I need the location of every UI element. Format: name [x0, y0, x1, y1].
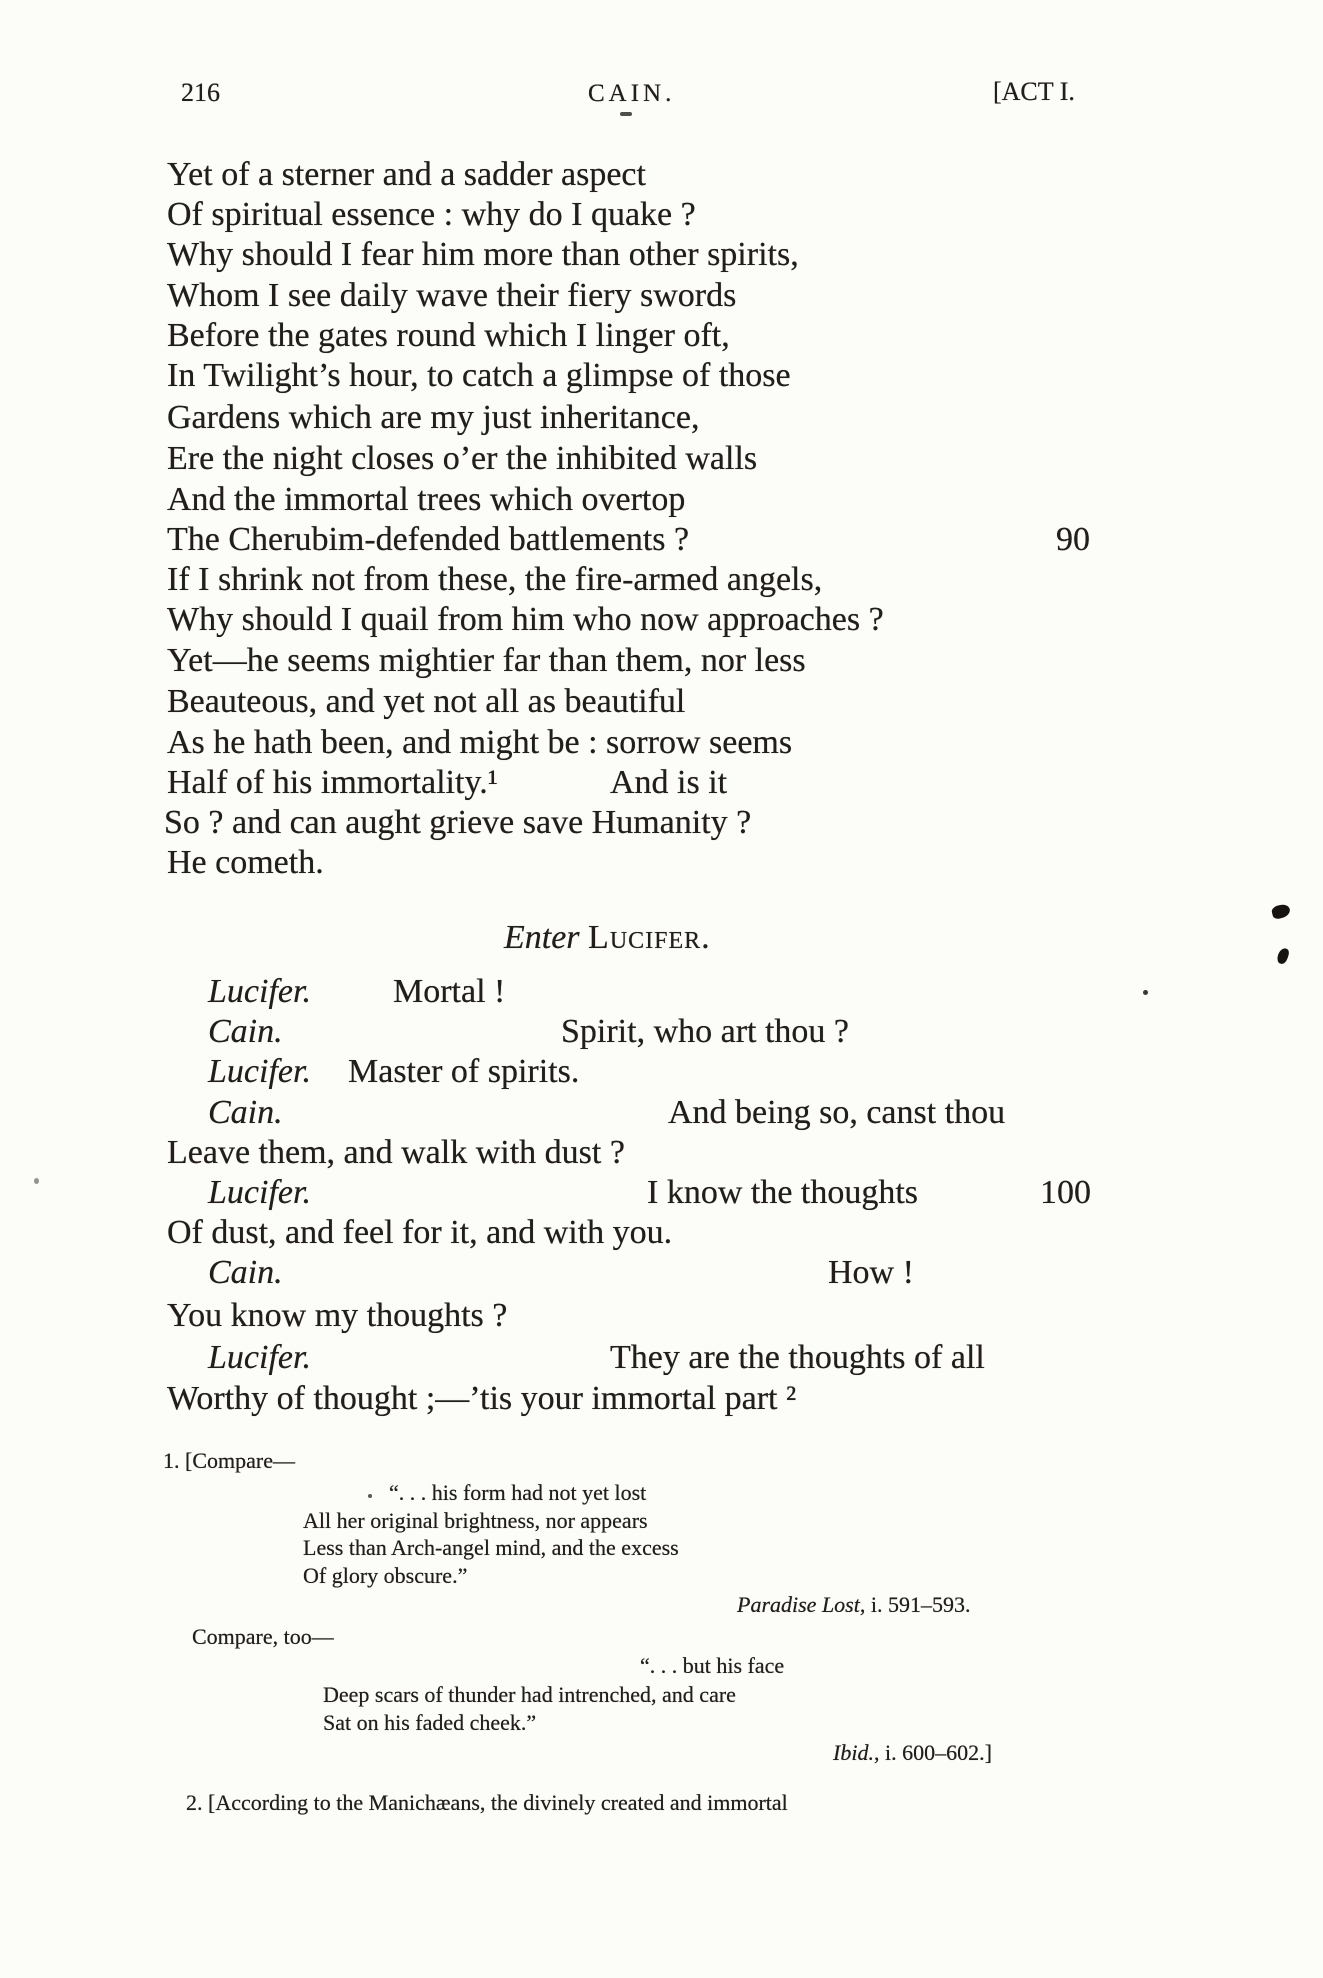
dialogue-line-text: They are the thoughts of all	[610, 1339, 985, 1376]
verse-line-text: He cometh.	[167, 844, 324, 881]
verse-line-text: In Twilight’s hour, to catch a glimpse of those	[167, 357, 791, 394]
footnote-line-text: Sat on his faded cheek.”	[323, 1710, 537, 1735]
footnote-line-text: 2. [According to the Manichæans, the divinely created and immortal	[186, 1790, 788, 1815]
header-page-number-text: 216	[181, 78, 220, 107]
stage-direction-text: Enter Lucifer.	[504, 919, 711, 956]
verse-line-text: So ? and can aught grieve save Humanity ?	[164, 804, 752, 841]
footnote-citation-text: Ibid., i. 600–602.]	[833, 1740, 992, 1765]
speaker-name: Lucifer.	[208, 1053, 311, 1090]
footnote-citation-text: Paradise Lost, i. 591–593.	[737, 1592, 971, 1617]
dialogue-line-text: Mortal !	[393, 973, 506, 1010]
verse-line-text: And the immortal trees which overtop	[167, 481, 686, 518]
verse-line-text: As he hath been, and might be : sorrow seems	[167, 724, 793, 761]
verse-line-text: Gardens which are my just inheritance,	[167, 399, 700, 436]
ink-smudge	[1276, 947, 1290, 965]
footnote-line-text: All her original brightness, nor appears	[303, 1508, 648, 1533]
stage-direction-text: Lucifer.	[588, 919, 711, 956]
verse-line-text: Whom I see daily wave their fiery swords	[167, 277, 737, 314]
verse-line-text: Why should I fear him more than other spirits,	[167, 236, 799, 273]
verse-line-number: 90	[1056, 521, 1090, 558]
dialogue-line-text: I know the thoughts	[647, 1174, 919, 1211]
verse-line-text: And is it	[610, 764, 728, 801]
dialogue-line-text: Leave them, and walk with dust ?	[167, 1134, 625, 1171]
footnote-line-text: “. . . his form had not yet lost	[389, 1480, 647, 1505]
verse-line-text: Yet of a sterner and a sadder aspect	[167, 156, 646, 193]
speaker-name: Lucifer.	[208, 973, 311, 1010]
verse-line-text: The Cherubim-defended battlements ?	[167, 521, 690, 558]
ink-dot	[34, 1178, 39, 1184]
verse-line-text: Before the gates round which I linger oft,	[167, 317, 730, 354]
speaker-name: Lucifer.	[208, 1174, 311, 1211]
footnote-line-text: “. . . but his face	[640, 1653, 785, 1678]
speaker-name: Cain.	[208, 1013, 283, 1050]
verse-line-text: Ere the night closes o’er the inhibited walls	[167, 440, 758, 477]
verse-line-text: Beauteous, and yet not all as beautiful	[167, 683, 686, 720]
verse-line-text: Of spiritual essence : why do I quake ?	[167, 196, 696, 233]
verse-line-text: Why should I quail from him who now approaches ?	[167, 601, 884, 638]
dialogue-line-text: You know my thoughts ?	[167, 1297, 508, 1334]
ink-smudge	[1271, 903, 1292, 920]
footnote-line-text: 1. [Compare—	[163, 1448, 295, 1473]
verse-line-text: If I shrink not from these, the fire-armed angels,	[167, 561, 823, 598]
speaker-name: Lucifer.	[208, 1339, 311, 1376]
dialogue-line-text: Worthy of thought ;—’tis your immortal part ²	[167, 1380, 797, 1417]
dialogue-line-text: Of dust, and feel for it, and with you.	[167, 1214, 673, 1251]
verse-line-text: Yet—he seems mightier far than them, nor less	[167, 642, 806, 679]
footnote-line-text: Of glory obscure.”	[303, 1563, 468, 1588]
speaker-name: Cain.	[208, 1254, 283, 1291]
speaker-name: Cain.	[208, 1094, 283, 1131]
footnote-citation-text: , i. 600–602.]	[873, 1740, 992, 1765]
ink-dot	[1143, 990, 1148, 995]
verse-line-text: Half of his immortality.¹	[167, 764, 498, 801]
ink-dot	[368, 1494, 372, 1498]
ink-dot	[620, 112, 632, 116]
dialogue-line-text: How !	[828, 1254, 914, 1291]
verse-line-number: 100	[1040, 1174, 1091, 1211]
footnote-line-text: Compare, too—	[192, 1624, 334, 1649]
dialogue-line-text: And being so, canst thou	[668, 1094, 1006, 1131]
footnote-line-text: Less than Arch-angel mind, and the excess	[303, 1535, 679, 1560]
header-act-label-text: [ACT I.	[993, 77, 1075, 106]
footnote-line-text: Deep scars of thunder had intrenched, and care	[323, 1682, 736, 1707]
dialogue-line-text: Spirit, who art thou ?	[561, 1013, 850, 1050]
dialogue-line-text: Master of spirits.	[348, 1053, 580, 1090]
footnote-citation-text: , i. 591–593.	[859, 1592, 971, 1617]
header-running-title-text: CAIN.	[588, 80, 676, 107]
